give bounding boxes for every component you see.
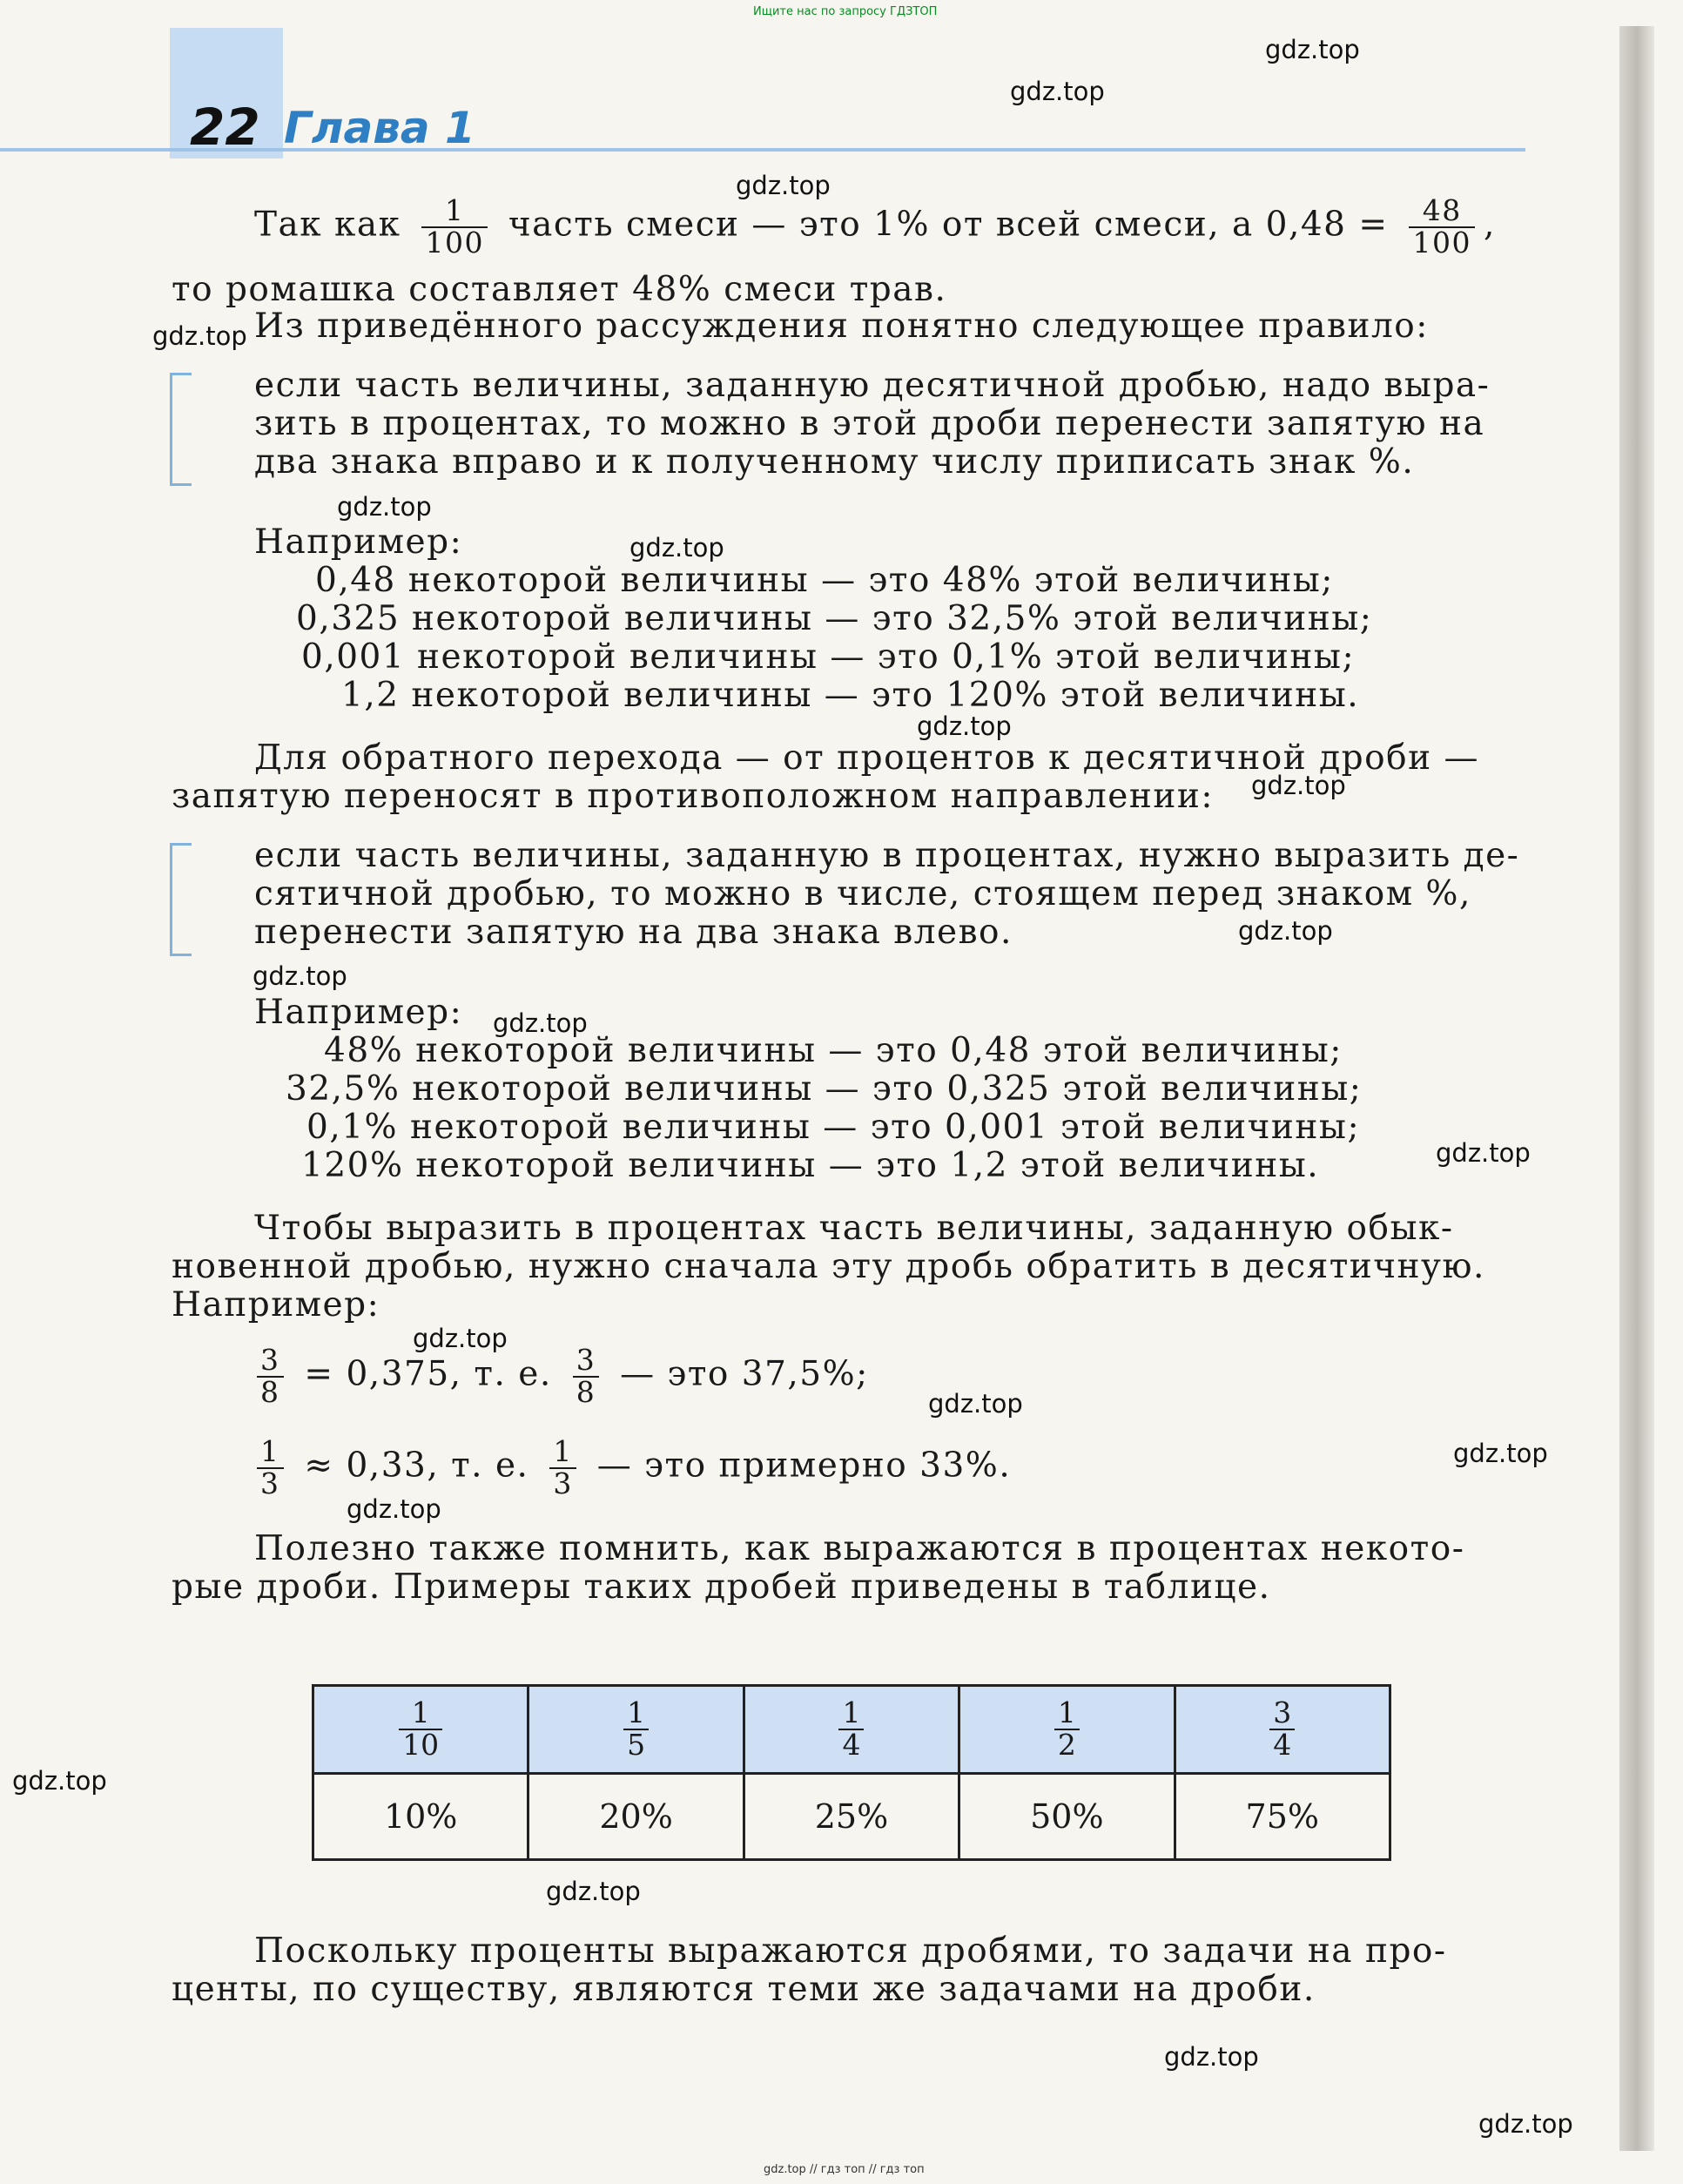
denominator: 100: [425, 225, 484, 260]
example1-label: Например:: [254, 522, 463, 562]
text: — это примерно 33%.: [596, 1446, 1012, 1486]
denominator: 4: [842, 1728, 861, 1762]
bottom-banner: gdz.top // гдз топ // гдз топ: [764, 2163, 925, 2176]
fraction-1-3: [257, 1434, 284, 1500]
example1-line-4: 1,2 некоторой величины — это 120% этой величины.: [341, 676, 1360, 715]
conclusion-line-2: центы, по существу, являются теми же задачами на дроби.: [172, 1970, 1316, 2009]
rule1-line-2: зить в процентах, то можно в этой дроби перенести запятую на: [254, 404, 1485, 443]
table-cell: 75%: [1175, 1774, 1390, 1860]
fraction-1-100: [421, 193, 488, 260]
text: Так как: [254, 205, 401, 245]
denominator: 100: [1412, 225, 1471, 260]
watermark: gdz.top: [252, 961, 347, 991]
watermark: gdz.top: [928, 1389, 1023, 1419]
denominator: 2: [1057, 1728, 1076, 1762]
watermark: gdz.top: [493, 1008, 588, 1038]
watermark: gdz.top: [1164, 2042, 1259, 2072]
text: — это 37,5%;: [620, 1354, 869, 1394]
numerator: 3: [1269, 1698, 1295, 1730]
text: ≈ 0,33, т. е.: [304, 1446, 529, 1486]
denominator: 10: [402, 1728, 440, 1762]
numerator: 1: [1054, 1698, 1080, 1730]
table-cell: [959, 1686, 1175, 1774]
table-cell: 10%: [313, 1774, 528, 1860]
watermark: gdz.top: [1453, 1439, 1548, 1468]
rule1-line-3: два знака вправо и к полученному числу приписать знак %.: [254, 442, 1415, 482]
watermark: gdz.top: [546, 1877, 641, 1906]
common-line-3: Например:: [172, 1285, 380, 1325]
fraction: [1269, 1695, 1295, 1762]
denominator: 4: [1273, 1728, 1292, 1762]
watermark: gdz.top: [1436, 1138, 1531, 1168]
watermark: gdz.top: [337, 492, 432, 522]
numerator: 3: [257, 1345, 284, 1378]
watermark: gdz.top: [413, 1324, 508, 1353]
fraction-3-8: [573, 1345, 600, 1407]
table-cell: [528, 1686, 744, 1774]
fraction: [399, 1695, 442, 1762]
text: = 0,375, т. е.: [304, 1354, 552, 1394]
example2-line-4: 120% некоторой величины — это 1,2 этой величины.: [301, 1146, 1320, 1185]
example2-label: Например:: [254, 993, 463, 1032]
common-line-1: Чтобы выразить в процентах часть величины, заданную обык-: [254, 1209, 1454, 1248]
watermark: gdz.top: [347, 1494, 441, 1524]
table-cell: 50%: [959, 1774, 1175, 1860]
watermark: gdz.top: [917, 711, 1012, 741]
table-cell: [313, 1686, 528, 1774]
numerator: 1: [838, 1698, 864, 1730]
watermark: gdz.top: [1251, 771, 1346, 800]
watermark: gdz.top: [1010, 77, 1105, 106]
denominator: 8: [260, 1374, 280, 1409]
watermark: gdz.top: [629, 533, 724, 563]
common-line-2: новенной дробью, нужно сначала эту дробь обратить в десятичную.: [172, 1247, 1485, 1286]
transition-line-1: Для обратного перехода — от процентов к десятичной дроби —: [254, 738, 1479, 778]
page-number: 22: [190, 98, 260, 157]
useful-line-2: рые дроби. Примеры таких дробей приведены в таблице.: [172, 1567, 1271, 1607]
fraction-3-8: [257, 1345, 284, 1407]
example1-line-2: 0,325 некоторой величины — это 32,5% этой величины;: [296, 599, 1373, 638]
table-cell: [744, 1686, 959, 1774]
numerator: 1: [421, 196, 488, 228]
rule2-line-2: сятичной дробью, то можно в числе, стоящем перед знаком %,: [254, 874, 1471, 913]
table-row-percents: [313, 1774, 1390, 1860]
watermark: gdz.top: [152, 321, 247, 351]
denominator: 8: [576, 1374, 596, 1409]
watermark: gdz.top: [1265, 35, 1360, 64]
numerator: 48: [1409, 196, 1475, 228]
rule2-line-1: если часть величины, заданную в процентах, нужно выразить де-: [254, 836, 1520, 875]
watermark: gdz.top: [12, 1766, 107, 1796]
fraction-48-100: [1409, 193, 1475, 260]
intro-line-2: то ромашка составляет 48% смеси трав.: [172, 270, 947, 309]
useful-line-1: Полезно также помнить, как выражаются в процентах некото-: [254, 1529, 1465, 1568]
fraction: [1054, 1695, 1080, 1762]
numerator: 1: [257, 1437, 284, 1469]
rule2-line-3: перенести запятую на два знака влево.: [254, 913, 1013, 952]
table-cell: [1175, 1686, 1390, 1774]
denominator: 3: [260, 1466, 280, 1500]
denominator: 3: [553, 1466, 573, 1500]
rule1-line-1: если часть величины, заданную десятичной дробью, надо выра-: [254, 366, 1491, 405]
watermark: gdz.top: [736, 171, 831, 200]
table-row-fractions: [313, 1686, 1390, 1774]
text: часть смеси — это 1% от всей смеси, а 0,48 =: [508, 205, 1389, 245]
top-banner: Ищите нас по запросу ГДЗТОП: [753, 5, 938, 18]
page-binding-edge: [1619, 26, 1654, 2151]
example2-line-1: 48% некоторой величины — это 0,48 этой величины;: [324, 1031, 1343, 1070]
numerator: 1: [623, 1698, 649, 1730]
fraction-1-3: [549, 1434, 576, 1500]
table-cell: 25%: [744, 1774, 959, 1860]
intro-line-3: Из приведённого рассуждения понятно следующее правило:: [254, 307, 1429, 346]
example2-line-2: 32,5% некоторой величины — это 0,325 этой величины;: [286, 1069, 1363, 1109]
common-example-2: [248, 1434, 1012, 1500]
table-cell: 20%: [528, 1774, 744, 1860]
denominator: 5: [627, 1728, 646, 1762]
example1-line-1: 0,48 некоторой величины — это 48% этой величины;: [315, 561, 1334, 600]
intro-line-1: [254, 193, 1496, 260]
fraction-percent-table: [312, 1684, 1391, 1861]
common-example-1: [248, 1345, 869, 1407]
example2-line-3: 0,1% некоторой величины — это 0,001 этой величины;: [306, 1108, 1361, 1147]
numerator: 1: [399, 1698, 442, 1730]
numerator: 3: [573, 1345, 600, 1378]
example1-line-3: 0,001 некоторой величины — это 0,1% этой величины;: [301, 637, 1356, 677]
rule-marker-1: [170, 373, 192, 486]
watermark: gdz.top: [1238, 916, 1333, 946]
fraction: [838, 1695, 864, 1762]
conclusion-line-1: Поскольку проценты выражаются дробями, то задачи на про-: [254, 1931, 1447, 1971]
watermark: gdz.top: [1478, 2109, 1573, 2139]
transition-line-2: запятую переносят в противоположном направлении:: [172, 777, 1215, 816]
fraction: [623, 1695, 649, 1762]
chapter-title: Глава 1: [284, 103, 475, 153]
numerator: 1: [549, 1437, 576, 1469]
rule-marker-2: [170, 843, 192, 956]
text: ,: [1483, 205, 1496, 245]
